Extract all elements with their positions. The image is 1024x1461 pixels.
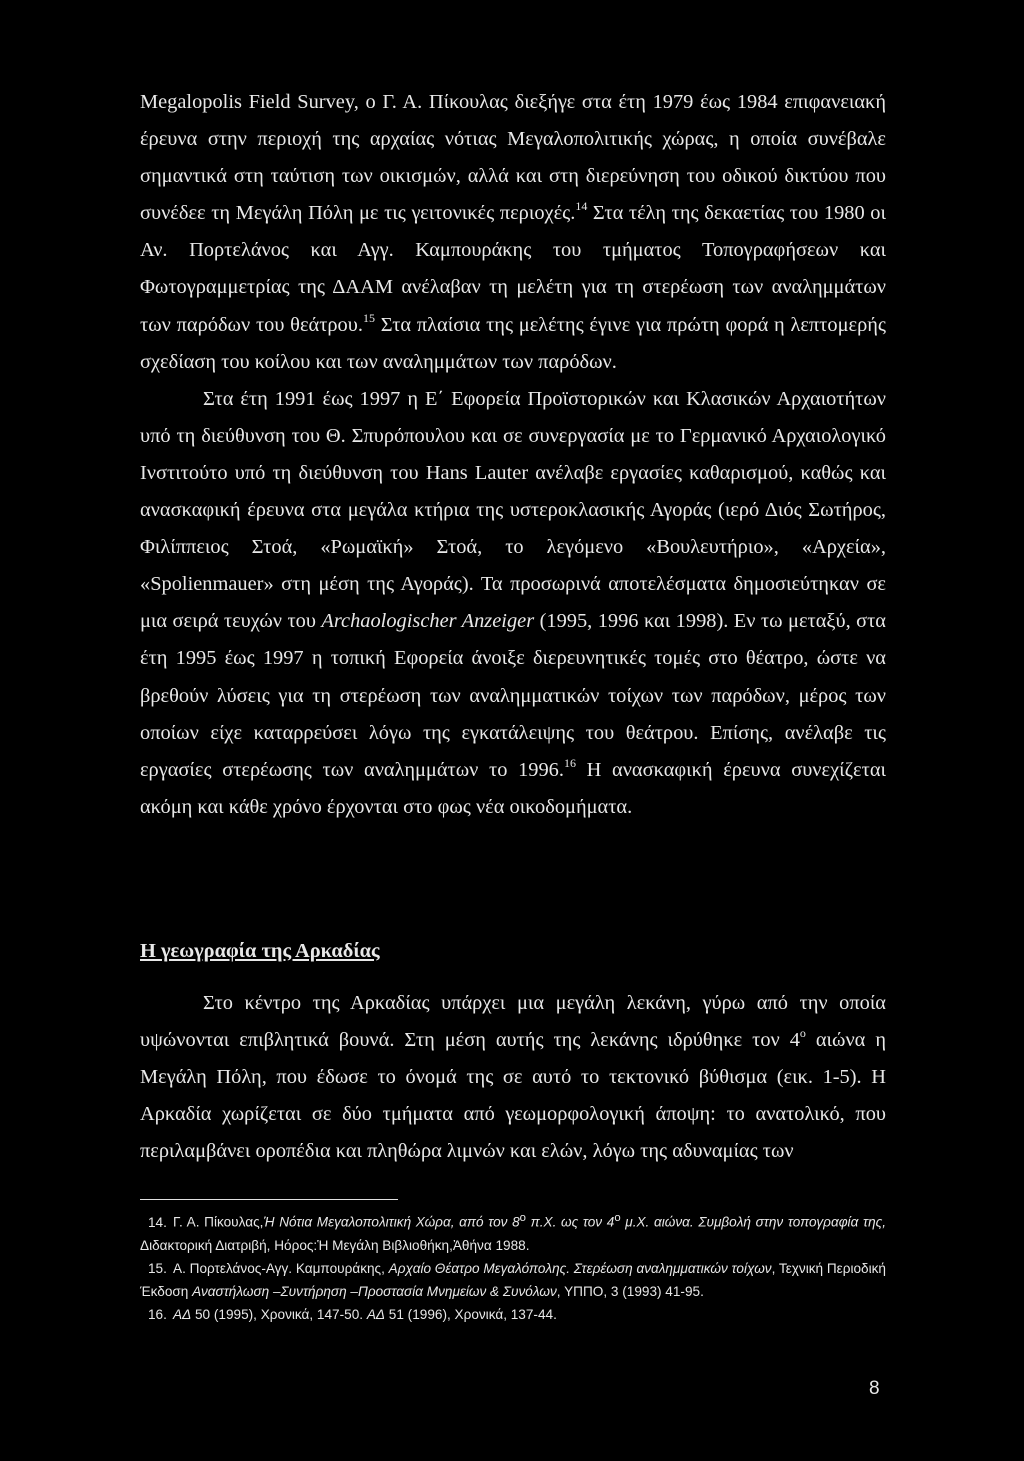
ordinal-superscript: ο <box>799 1026 806 1041</box>
section-body <box>140 985 886 1170</box>
footnote-italic: ΑΔ <box>173 1306 192 1322</box>
footnote-sup: ο <box>614 1212 621 1224</box>
paragraph-survey <box>140 84 886 381</box>
footnote-italic: μ.Χ. αιώνα. Συμβολή στην τοπογραφία της, <box>620 1214 886 1230</box>
footnote-text: 50 (1995), Χρονικά, 147-50. <box>191 1306 367 1322</box>
paragraph-text: Megalopolis Field Survey, ο Γ. Α. Πίκουλας διεξήγε στα έτη 1979 έως 1984 επιφανειακή έρευνα στην περιοχή της αρχαίας νότιας Μεγαλοπολιτικής χώρας, η οποία συνέβαλε σημαντικά στη ταύτιση των οικισμών, αλλά και στη διερεύνηση του οδικού δικτύου που συνέδεε τη Μεγάλη Πόλη με τις γειτονικές περιοχές. <box>140 91 886 225</box>
paragraph-geography <box>140 985 886 1170</box>
paragraph-text: (1995, 1996 και 1998). Εν τω μεταξύ, στα έτη 1995 έως 1997 η τοπική Εφορεία άνοιξε διερευνητικές τομές στο θέατρο, ώστε να βρεθούν λύσεις για τη στερέωση των αναλημματικών τοίχων των παρόδων, μέρος των οποίων είχε καταρρεύσει λόγω της εγκατάλειψης του θεάτρου. Επίσης, ανέλαβε τις εργασίες στερέωσης των αναλημμάτων το 1996. <box>140 610 886 781</box>
footnote-italic: Ἡ Νότια Μεγαλοπολιτική Χώρα, από τον 8 <box>263 1214 520 1230</box>
footnote-16 <box>140 1303 886 1326</box>
footnote-14 <box>140 1207 886 1257</box>
footnote-sup: ο <box>519 1212 526 1224</box>
footnote-text: , ΥΠΠΟ, 3 (1993) 41-95. <box>556 1283 704 1299</box>
footnote-italic: Αρχαίο Θέατρο Μεγαλόπολης. Στερέωση αναλημματικών τοίχων <box>388 1260 772 1276</box>
paragraph-text: αιώνα η Μεγάλη Πόλη, που έδωσε το όνομά της σε αυτό το τεκτονικό βύθισμα (εικ. 1-5). Η Αρκαδία χωρίζεται σε δύο τμήματα από γεωμορφολογική άποψη: το ανατολικό, που περιλαμβάνει οροπέδια και πληθώρα λιμνών και ελών, λόγω της αδυναμίας των <box>140 1029 886 1163</box>
footnote-text: Γ. Α. Πίκουλας, <box>173 1214 264 1230</box>
footnotes <box>140 1207 886 1326</box>
page-number: 8 <box>869 1378 880 1399</box>
footnote-text: 51 (1996), Χρονικά, 137-44. <box>385 1306 557 1322</box>
paragraph-excavations <box>140 381 886 826</box>
footnote-number: 16. <box>148 1306 167 1322</box>
paragraph-text: Στα έτη 1991 έως 1997 η Ε΄ Εφορεία Προϊστορικών και Κλασικών Αρχαιοτήτων υπό τη διεύθυνση του Θ. Σπυρόπουλου και σε συνεργασία με το Γερμανικό Αρχαιολογικό Ινστιτούτο υπό τη διεύθυνση του Hans Lauter ανέλαβε εργασίες καθαρισμού, καθώς και ανασκαφική έρευνα στα μεγάλα κτήρια της υστεροκλασικής Αγοράς (ιερό Διός Σωτήρος, Φιλίππειος Στοά, «Ρωμαϊκή» Στοά, το λεγόμενο «Βουλευτήριο», «Αρχεία», «Spolienmauer» στη μέση της Αγοράς). Τα προσωρινά αποτελέσματα δημοσιεύτηκαν σε μια σειρά τευχών του <box>140 387 886 633</box>
section-heading: Η γεωγραφία της Αρκαδίας <box>140 940 380 962</box>
footnote-separator <box>140 1199 398 1200</box>
footnote-ref-15: 15 <box>362 310 375 325</box>
footnote-italic: ΑΔ <box>366 1306 385 1322</box>
footnote-text: , Τεχνική Περιοδική Έκδοση <box>140 1260 886 1299</box>
footnote-ref-16: 16 <box>563 755 576 770</box>
paragraph-text: Στα πλαίσια της μελέτης έγινε για πρώτη φορά η λεπτομερής σχεδίαση του κοίλου και των αναλημμάτων των παρόδων. <box>140 313 886 373</box>
footnote-text: Α. Πορτελάνος-Αγγ. Καμπουράκης, <box>173 1260 389 1276</box>
footnote-15 <box>140 1257 886 1303</box>
paragraph-text: Η ανασκαφική έρευνα συνεχίζεται ακόμη και κάθε χρόνο έρχονται στο φως νέα οικοδομήματα. <box>140 758 886 818</box>
footnote-number: 15. <box>148 1260 167 1276</box>
journal-title: Archaologischer Anzeiger <box>321 610 535 633</box>
footnote-number: 14. <box>148 1214 167 1230</box>
paragraph-text: Στο κέντρο της Αρκαδίας υπάρχει μια μεγάλη λεκάνη, γύρω από την οποία υψώνονται επιβλητικά βουνά. Στη μέση αυτής της λεκάνης ιδρύθηκε τον 4 <box>140 992 886 1052</box>
paragraph-text: Στα τέλη της δεκαετίας του 1980 οι Αν. Πορτελάνος και Αγγ. Καμπουράκης του τμήματος Τοπογραφήσεων και Φωτογραμμετρίας της ΔΑΑΜ ανέλαβαν τη μελέτη για τη στερέωση των αναλημμάτων των παρόδων του θεάτρου. <box>140 202 886 336</box>
footnote-text: Διδακτορική Διατριβή, Ηόρος:Ἡ Μεγάλη Βιβλιοθήκη,Ἀθήνα 1988. <box>140 1237 530 1253</box>
footnote-italic: π.Χ. ως τον 4 <box>525 1214 615 1230</box>
footnote-italic: Αναστήλωση –Συντήρηση –Προστασία Μνημείων & Συνόλων <box>192 1283 557 1299</box>
footnote-ref-14: 14 <box>575 199 588 214</box>
main-text <box>140 84 886 826</box>
